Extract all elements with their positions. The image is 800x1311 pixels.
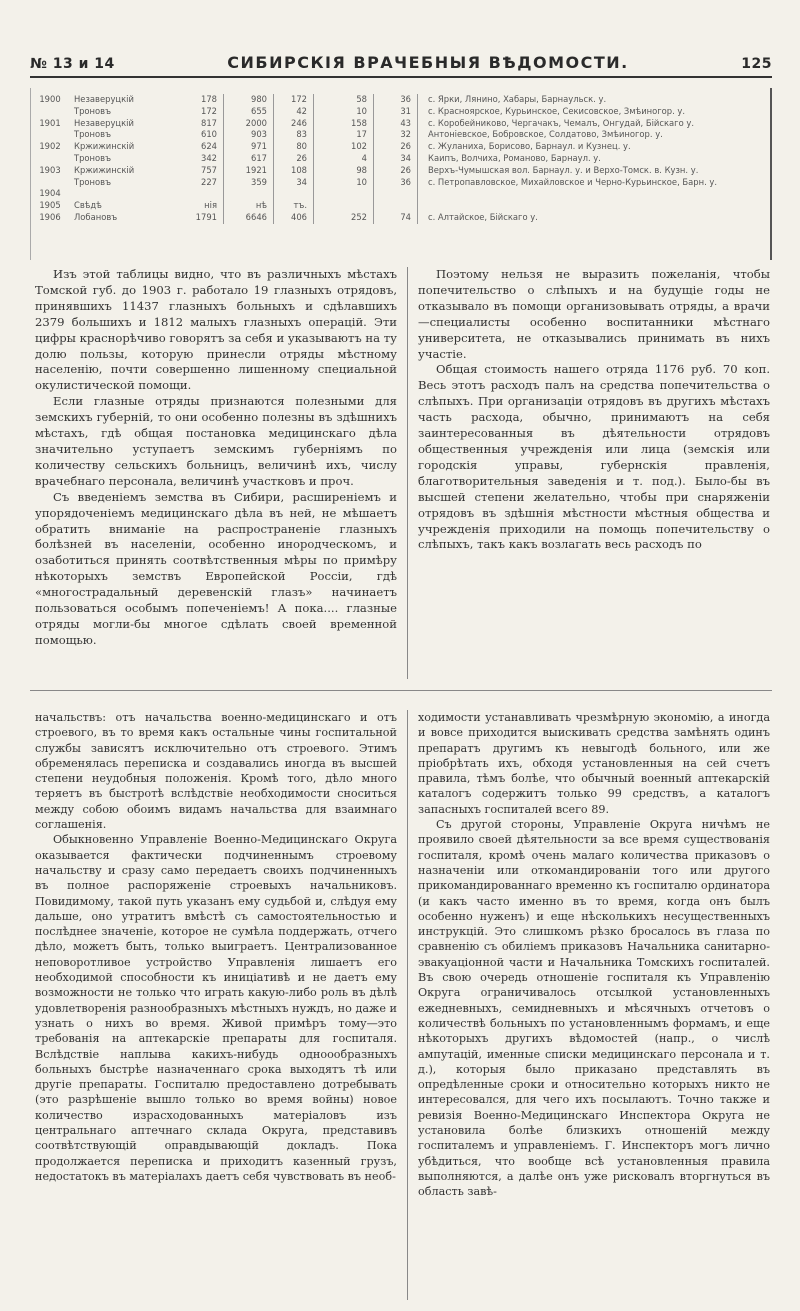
journal-title: СИБИРСКІЯ ВРАЧЕБНЫЯ ВѢДОМОСТИ. (227, 53, 629, 72)
row-value-4: 58 (314, 94, 374, 106)
row-value-2: нѣ (224, 200, 274, 212)
paragraph: Обыкновенно Управленіе Военно-Медицинскаго Округа оказывается фактически подчиненнымъ строевому начальству и сразу само передаетъ своихъ подчиненныхъ въ полное распоряженіе строевыхъ начальниковъ. Повидимому, такой путь указанъ ему судьбой и, слѣдуя ему дальше, оно утратитъ вмѣстѣ съ самостоятельностью и послѣднее значеніе, которое не сумѣла поддержать, отчего дѣло, можетъ быть, только выиграетъ. Централизованное неповоротливое устройство Управленія лишаетъ его необходимой способности къ иниціативѣ и не даетъ ему возможности не только что играть какую-либо роль въ дѣлѣ удовлетворенія разнообразныхъ мѣстныхъ нуждъ, но даже и узнать о нихъ во время. Живой примѣръ тому—это требованія на аптекарскіе препараты для госпиталя. Вслѣдствіе наплыва какихъ-нибудь одноообразныхъ больныхъ быстрѣе назначеннаго срока выходятъ тѣ или другіе препараты. Госпиталю предоставлено дотребывать (это разрѣшеніе вышло только во время войны) новое количество израсходованныхъ матеріаловъ изъ центральнаго аптечнаго склада Округа, представивъ соотвѣтствующій оправдывающій докладъ. Пока продолжается переписка и приходитъ казенный грузъ, недостатокъ въ матеріалахъ даетъ себя чувствовать въ необ- (35, 833, 397, 1183)
row-value-4: 10 (314, 177, 374, 189)
table-row (30, 106, 772, 118)
paragraph: Съ другой стороны, Управленіе Округа ничѣмъ не проявило своей дѣятельности за все время существованія госпиталя, кромѣ очень малаго количества приказовъ о назначеніи или откомандированіи того или другого прикомандированнаго временно къ госпиталю ординатора (и какъ часто именно въ то время, когда онъ былъ особенно нуженъ) и еще нѣсколькихъ несущественныхъ инструкцій. Это слишкомъ рѣзко бросалось въ глаза по сравненію съ обиліемъ приказовъ Начальника санитарно-эвакуаціонной части и Начальника Томскихъ госпиталей. Въ свою очередь отношеніе госпиталя къ Управленію Округа ограничивалось отсылкой установленныхъ ежедневныхъ, семидневныхъ и мѣсячныхъ отчетовъ о количествѣ больныхъ по установленнымъ формамъ, и еще нѣкоторыхъ другихъ вѣдомостей (напр., о числѣ ампутацій, именные списки медицинскаго персонала и т. д.), которыя было приказано представлять въ опредѣленные сроки и относительно которыхъ никто не интересовался, для чего ихъ посылаютъ. Точно также и ревизія Военно-Медицинскаго Инспектора Округа не установила болѣе близкихъ отношеній между госпиталемъ и управленіемъ. Г. Инспекторъ могъ лично убѣдиться, что вообще всѣ установленныя правила выполняются, а далѣе онъ уже рисковалъ вторгнуться въ область завѣ- (418, 818, 771, 1199)
paragraph: Общая стоимость нашего отряда 1176 руб. 70 коп. Весь этотъ расходъ палъ на средства попечительства о слѣпыхъ. При организаціи отрядовъ въ другихъ мѣстахъ часть расхода, обычно, принимаютъ на себя заинтересованныя въ дѣятельности отрядовъ общественныя учрежденія или лица (земскія или городскія управы, губернскія правленія, благотворительныя заведенія и т. под.). Было-бы въ высшей степени желательно, чтобы при снаряженіи отрядовъ въ здѣшнія мѣстности мѣстныя общества и учрежденія приходили на помощь попечительству о слѣпыхъ, такъ какъ возлагать весь расходъ по (418, 362, 770, 552)
paragraph: Поэтому нельзя не выразить пожеланія, чтобы попечительство о слѣпыхъ и на будущіе годы не отказывало въ помощи организовывать отряды, а врачи—специалисты особенно воспитанники мѣстнаго университета, не отказывались принимать въ нихъ участіе. (418, 267, 770, 361)
page-number: 125 (741, 56, 772, 72)
paragraph: Изъ этой таблицы видно, что въ различныхъ мѣстахъ Томской губ. до 1903 г. работало 19 глазныхъ отрядовъ, принявшихъ 11437 глазныхъ больныхъ и сдѣлавшихъ 2379 большихъ и 1812 малыхъ глазныхъ операцій. Эти цифры краснорѣчиво говорятъ за себя и указываютъ на ту долю пользы, которую принесли отряды мѣстному населенію, почти совершенно лишенному специальной окулистической помощи. (35, 267, 397, 393)
row-value-2: 617 (224, 153, 274, 165)
row-doctor-name: Кржижинскій (74, 141, 135, 152)
table-row (30, 94, 772, 106)
row-doctor-name: Троновъ (74, 105, 112, 116)
row-doctor-name: Кржижинскій (74, 164, 135, 175)
row-value-4: 10 (314, 106, 374, 118)
row-places: с. Алтайское, Бійскаго у. (428, 211, 538, 222)
row-value-4: 252 (314, 212, 374, 224)
row-places: Каипъ, Волчиха, Романово, Барнаул. у. (428, 152, 601, 163)
text-column-upper-left (35, 267, 397, 649)
row-year: 1906 (39, 211, 61, 222)
row-value-5: 32 (374, 129, 418, 141)
row-value-1: нія (176, 200, 224, 212)
row-value-3: 172 (274, 94, 314, 106)
table-row (30, 200, 772, 212)
row-places: Верхъ-Чумышская вол. Барнаул. у. и Верхо-Томск. в. Кузн. у. (428, 164, 699, 175)
row-value-3: 108 (274, 165, 314, 177)
row-value-5: 74 (374, 212, 418, 224)
row-value-4: 98 (314, 165, 374, 177)
row-value-2: 971 (224, 141, 274, 153)
row-value-5: 36 (374, 94, 418, 106)
text-column-lower-right (418, 710, 770, 1200)
row-doctor-name: Незаверуцкій (74, 117, 134, 128)
row-value-5 (374, 188, 418, 200)
table-row (30, 141, 772, 153)
row-value-2: 1921 (224, 165, 274, 177)
row-value-4: 17 (314, 129, 374, 141)
row-value-1: 1791 (176, 212, 224, 224)
row-value-4: 158 (314, 118, 374, 130)
paragraph: Съ введеніемъ земства въ Сибири, расширеніемъ и упорядоченіемъ медицинскаго дѣла въ ней, не мѣшаетъ обратить вниманіе на распространеніе глазныхъ болѣзней въ населеніи, особенно инородческомъ, и озаботиться принять соотвѣтственныя мѣры по примѣру нѣкоторыхъ земствъ Европейской Россіи, гдѣ «многострадальный деревенскій глазъ» начинаетъ пользоваться особымъ попеченіемъ! А пока.... глазные отряды могли-бы многое сдѣлать своей временной помощью. (35, 489, 397, 647)
table-row (30, 177, 772, 189)
row-value-3: 34 (274, 177, 314, 189)
row-value-3: 246 (274, 118, 314, 130)
row-places: с. Ярки, Лянино, Хабары, Барнаульск. у. (428, 94, 607, 104)
row-places: с. Петропавловское, Михайловское и Черно-Курьинское, Барн. у. (428, 176, 718, 187)
row-value-2: 359 (224, 177, 274, 189)
row-value-2 (224, 188, 274, 200)
row-doctor-name: Лобановъ (74, 211, 118, 222)
row-value-1: 342 (176, 153, 224, 165)
row-doctor-name: Свѣдѣ (74, 200, 102, 211)
paragraph: ходимости устанавливать чрезмѣрную экономію, а иногда и вовсе приходится выискивать средства замѣнять одинъ препаратъ другимъ къ невыгодѣ больного, или же пріобрѣтать ихъ, обходя установленныя на сей счетъ правила, тѣмъ болѣе, что обычный военный аптекарскій каталогъ содержитъ только 99 средствъ, а каталогъ запасныхъ госпиталей всего 89. (418, 711, 770, 816)
row-value-2: 655 (224, 106, 274, 118)
row-year (30, 106, 70, 118)
text-column-upper-right (418, 267, 770, 553)
row-value-4: 4 (314, 153, 374, 165)
row-year (30, 153, 70, 165)
row-doctor-name: Незаверуцкій (74, 94, 134, 104)
row-value-5: 26 (374, 141, 418, 153)
row-value-1: 178 (176, 94, 224, 106)
row-value-3: 26 (274, 153, 314, 165)
table-row (30, 129, 772, 141)
row-doctor-name: Троновъ (74, 176, 112, 187)
table-row (30, 212, 772, 224)
row-value-5: 26 (374, 165, 418, 177)
row-value-5: 31 (374, 106, 418, 118)
table-row (30, 118, 772, 130)
row-value-1 (176, 188, 224, 200)
row-year: 1905 (39, 200, 61, 211)
row-doctor-name (70, 188, 176, 200)
column-divider-upper (407, 267, 408, 679)
column-divider-lower (407, 710, 408, 1300)
paragraph: начальствъ: отъ начальства военно-медицинскаго и отъ строевого, въ то время какъ остальные чины госпитальной службы зависятъ исключительно отъ строевого. Этимъ обременялась переписка и создавались иногда въ высшей степени неудобныя положенія. Кромѣ того, дѣло много теряетъ въ быстротѣ вслѣдствіе необходимости сноситься между собою обоимъ видамъ начальства для взаимнаго соглашенія. (35, 711, 397, 832)
row-value-1: 624 (176, 141, 224, 153)
row-doctor-name: Троновъ (74, 129, 112, 140)
row-value-1: 227 (176, 177, 224, 189)
row-value-1: 172 (176, 106, 224, 118)
row-value-5: 36 (374, 177, 418, 189)
row-value-3: 42 (274, 106, 314, 118)
row-value-2: 2000 (224, 118, 274, 130)
section-divider (30, 690, 772, 691)
table-row (30, 165, 772, 177)
row-value-3: 83 (274, 129, 314, 141)
row-doctor-name: Троновъ (74, 152, 112, 163)
row-year: 1903 (39, 164, 61, 175)
text-column-lower-left (35, 710, 397, 1184)
row-year: 1902 (39, 141, 61, 152)
row-value-1: 610 (176, 129, 224, 141)
row-value-4 (314, 200, 374, 212)
row-value-3: 80 (274, 141, 314, 153)
row-value-1: 817 (176, 118, 224, 130)
row-places (418, 188, 772, 200)
row-value-2: 6646 (224, 212, 274, 224)
row-value-5: 34 (374, 153, 418, 165)
row-year (30, 129, 70, 141)
page-header (30, 46, 772, 78)
row-year: 1901 (39, 117, 61, 128)
row-places: с. Коробейниково, Чергачакъ, Чемалъ, Онгудай, Бійскаго у. (428, 117, 694, 128)
row-value-4: 102 (314, 141, 374, 153)
row-year: 1904 (39, 188, 61, 199)
row-places: Антоніевское, Бобровское, Солдатово, Змѣиногор. у. (428, 129, 663, 140)
expedition-table (30, 94, 772, 224)
row-value-1: 757 (176, 165, 224, 177)
row-value-3: тъ. (274, 200, 314, 212)
row-value-2: 903 (224, 129, 274, 141)
row-value-3 (274, 188, 314, 200)
table-row (30, 153, 772, 165)
table-row (30, 188, 772, 200)
row-value-5 (374, 200, 418, 212)
paragraph: Если глазные отряды признаются полезными для земскихъ губерній, то они особенно полезны въ здѣшнихъ мѣстахъ, гдѣ общая постановка медицинскаго дѣла значительно уступаетъ земскимъ губерніямъ по количеству сельскихъ больницъ, величинѣ ихъ, числу врачебнаго персонала, величинѣ участковъ и проч. (35, 394, 397, 488)
row-year (30, 177, 70, 189)
row-places: с. Красноярское, Курьинское, Секисовское, Змѣиногор. у. (428, 105, 686, 116)
row-places: с. Жуланиха, Борисово, Барнаул. и Кузнец. у. (428, 141, 631, 152)
row-value-5: 43 (374, 118, 418, 130)
row-places (418, 200, 772, 212)
row-value-2: 980 (224, 94, 274, 106)
row-value-4 (314, 188, 374, 200)
row-year: 1900 (39, 94, 61, 104)
row-value-3: 406 (274, 212, 314, 224)
issue-number: № 13 и 14 (30, 56, 115, 72)
